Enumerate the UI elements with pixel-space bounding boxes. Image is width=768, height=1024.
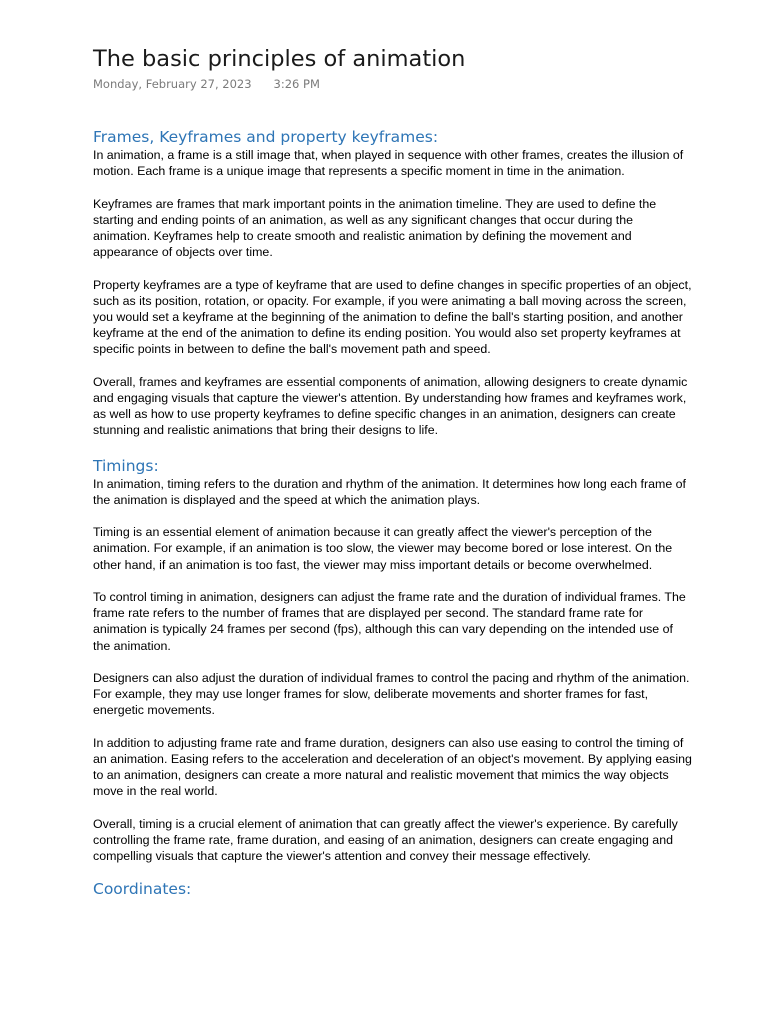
paragraph[interactable]: Property keyframes are a type of keyframe that are used to define changes in specific properties of an object, such as its position, rotation, or opacity. For example, if you were animating a ball moving across the screen, you would set a keyframe at the beginning of the animation to define the ball's starting position, and another keyframe at the end of the animation to define its ending position. You would also set property keyframes at specific points in between to define the ball's movement path and speed. bbox=[93, 277, 692, 357]
paragraph[interactable]: In animation, a frame is a still image that, when played in sequence with other frames, creates the illusion of motion. Each frame is a unique image that represents a specific moment in time in the animation. bbox=[93, 148, 684, 179]
section-timings bbox=[93, 456, 693, 865]
paragraph[interactable]: Overall, timing is a crucial element of animation that can greatly affect the viewer's experience. By carefully controlling the frame rate, frame duration, and easing of an animation, designers can create engaging and compelling visuals that capture the viewer's attention and convey their message effectively. bbox=[93, 816, 678, 864]
section-frames bbox=[93, 127, 693, 439]
paragraph[interactable]: Overall, frames and keyframes are essential components of animation, allowing designers to create dynamic and engaging visuals that capture the viewer's attention. By understanding how frames and keyframes work, as well as how to use property keyframes to define specific changes in an animation, designers can create stunning and realistic animations that bring their designs to life. bbox=[93, 374, 688, 438]
section-heading[interactable]: Coordinates: bbox=[93, 880, 192, 899]
note-metadata bbox=[93, 76, 693, 92]
paragraph[interactable]: In animation, timing refers to the duration and rhythm of the animation. It determines how long each frame of the animation is displayed and the speed at which the animation plays. bbox=[93, 476, 687, 507]
paragraph[interactable]: Keyframes are frames that mark important points in the animation timeline. They are used to define the starting and ending points of an animation, as well as any significant changes that occur during the animation. Keyframes help to create smooth and realistic animation by defining the movement and appearance of objects over time. bbox=[93, 196, 657, 260]
note-date: Monday, February 27, 2023 bbox=[93, 77, 252, 91]
paragraph[interactable]: Timing is an essential element of animation because it can greatly affect the viewer's perception of the animation. For example, if an animation is too slow, the viewer may become bored or lose interest. On the other hand, if an animation is too fast, the viewer may miss important details or become overwhelmed. bbox=[93, 525, 673, 572]
paragraph[interactable]: Designers can also adjust the duration of individual frames to control the pacing and rhythm of the animation. For example, they may use longer frames for slow, deliberate movements and shorter frames for fast, energetic movements. bbox=[93, 671, 690, 718]
section-coordinates bbox=[93, 879, 693, 899]
note-title[interactable]: The basic principles of animation bbox=[93, 46, 466, 72]
section-heading[interactable]: Timings: bbox=[93, 456, 159, 475]
note-page bbox=[93, 44, 693, 899]
paragraph[interactable]: To control timing in animation, designers can adjust the frame rate and the duration of individual frames. The frame rate refers to the number of frames that are displayed per second. The standard frame rate for animation is typically 24 frames per second (fps), although this can vary depending on the intended use of the animation. bbox=[93, 590, 686, 653]
paragraph[interactable]: In addition to adjusting frame rate and frame duration, designers can also use easing to control the timing of an animation. Easing refers to the acceleration and deceleration of an object's movement. By applying easing to an animation, designers can create a more natural and realistic movement that mimics the way objects move in the real world. bbox=[93, 735, 692, 799]
section-heading[interactable]: Frames, Keyframes and property keyframes: bbox=[93, 128, 439, 146]
note-time: 3:26 PM bbox=[273, 77, 320, 91]
